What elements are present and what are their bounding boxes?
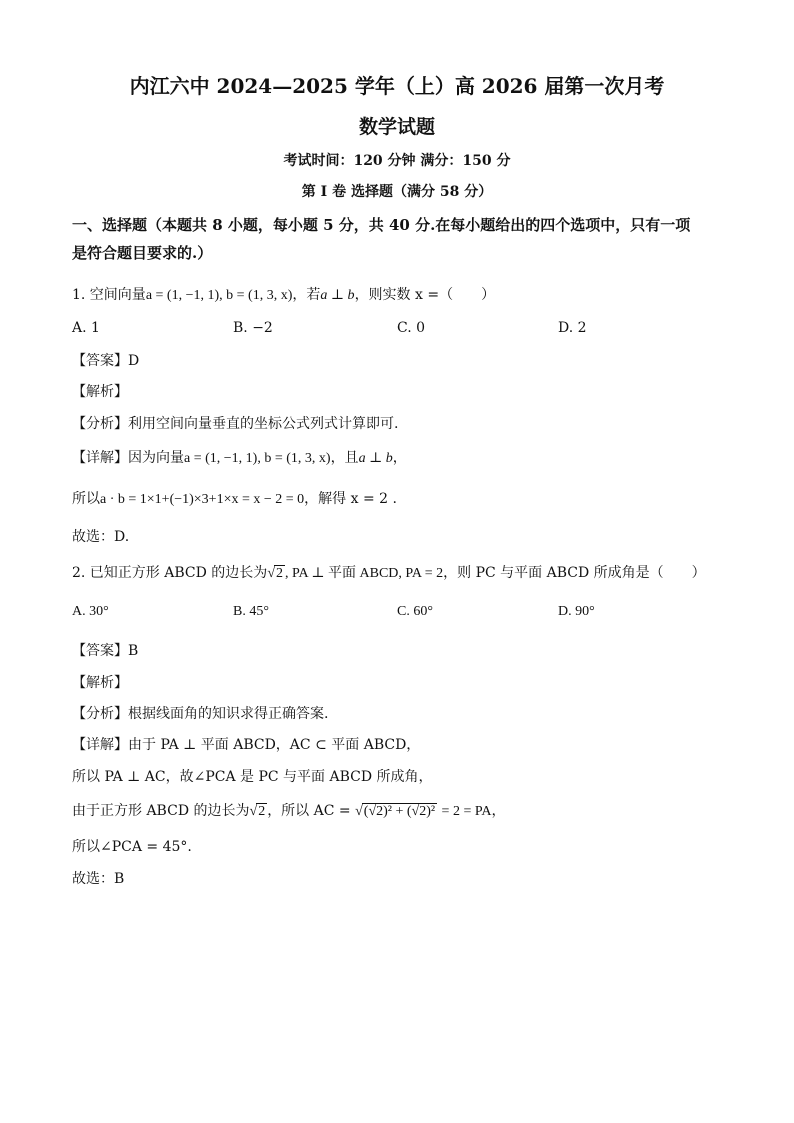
q1-option-a: A. 1 <box>72 320 100 336</box>
q1-solution <box>72 488 397 508</box>
q2-detail3-expr: (√2)² + (√2)² <box>363 804 436 819</box>
q2-analysis-tag: 【解析】 <box>72 675 128 691</box>
q1-suffix: ，则实数 x =（ ） <box>354 287 496 303</box>
q1-prefix: 1. 空间向量 <box>72 287 146 303</box>
q1-b-def: b = (1, 3, x) <box>226 288 293 303</box>
q1-detail-mid: ，且 <box>330 450 359 466</box>
q1-option-b: B. −2 <box>233 320 273 336</box>
q2-detail-1: 【详解】由于 PA ⊥ 平面 ABCD，AC ⊂ 平面 ABCD， <box>72 737 421 753</box>
q1-so-post: ，解得 x = 2 . <box>304 491 397 507</box>
exam-info: 考试时间：120 分钟 满分：150 分 <box>283 153 511 169</box>
q1-stem: 1. 空间向量a = (1, −1, 1), b = (1, 3, x)，若a ⊥ b，则实数 x =（ ） <box>72 287 496 303</box>
q2-detail-3: 由于正方形 ABCD 的边长为√2 ，所以 AC = √(√2)² + (√2)² = 2 = PA， <box>72 803 506 819</box>
q1-detail-end: ， <box>392 450 407 466</box>
q1-detail-pre: 【详解】因为向量 <box>72 450 184 466</box>
exam-title: 内江六中 2024—2025 学年（上）高 2026 届第一次月考 <box>129 74 665 98</box>
q1-cond-pre: ，若 <box>292 287 321 303</box>
q1-so-pre: 所以 <box>72 491 100 507</box>
q1-analysis-tag: 【解析】 <box>72 384 128 400</box>
section-heading-line2: 是符合题目要求的.） <box>72 244 213 262</box>
q2-option-b: B. 45° <box>233 604 269 619</box>
q2-choose: 故选：B <box>72 871 125 887</box>
q1-choose: 故选：D. <box>72 529 130 545</box>
q2-detail3-pre: 由于正方形 ABCD 的边长为 <box>72 803 250 819</box>
q1-a-def: a = (1, −1, 1) <box>145 288 220 303</box>
q2-detail-2: 所以 PA ⊥ AC，故∠PCA 是 PC 与平面 ABCD 所成角， <box>72 769 433 785</box>
q2-method: 【分析】根据线面角的知识求得正确答案. <box>72 706 329 722</box>
q2-stem-mid: , PA ⊥ 平面 ABCD, PA = 2 <box>285 566 444 581</box>
q2-stem-pre: 2. 已知正方形 ABCD 的边长为 <box>72 565 268 581</box>
q1-so-expr: a · b = 1×1+(−1)×3+1×x = x − 2 = 0 <box>100 492 305 507</box>
q1-method: 【分析】利用空间向量垂直的坐标公式列式计算即可. <box>72 416 399 432</box>
q1-detail-vecs: a = (1, −1, 1), b = (1, 3, x) <box>184 451 331 466</box>
q2-detail3-end: = 2 = PA， <box>441 804 506 819</box>
q2-option-d: D. 90° <box>558 604 595 619</box>
q2-detail3-sqrt: 2 <box>258 804 266 819</box>
q2-detail-4: 所以∠PCA = 45°. <box>72 839 192 855</box>
section-heading-line1: 一、选择题（本题共 8 小题，每小题 5 分，共 40 分.在每小题给出的四个选项中，只有一项 <box>72 216 691 234</box>
q1-answer: 【答案】D <box>72 353 140 369</box>
q1-option-d: D. 2 <box>558 320 587 336</box>
volume-heading: 第 I 卷 选择题（满分 58 分） <box>301 184 493 200</box>
q2-option-a: A. 30° <box>72 604 109 619</box>
q1-detail-cond: a ⊥ b <box>358 451 393 466</box>
q2-option-c: C. 60° <box>397 604 433 619</box>
q2-stem: 2. 已知正方形 ABCD 的边长为√2 , PA ⊥ 平面 ABCD, PA = 2，则 PC 与平面 ABCD 所成角是（ ） <box>72 565 706 581</box>
q2-detail3-mid: ，所以 AC = <box>267 803 351 819</box>
q1-cond: a ⊥ b <box>320 288 355 303</box>
q1-option-c: C. 0 <box>397 320 426 336</box>
subject-title: 数学试题 <box>358 116 435 138</box>
q2-stem-sqrt: 2 <box>276 566 283 581</box>
q1-detail <box>72 447 407 467</box>
q2-stem-end: ，则 PC 与平面 ABCD 所成角是（ ） <box>443 565 706 581</box>
q2-answer: 【答案】B <box>72 643 139 659</box>
